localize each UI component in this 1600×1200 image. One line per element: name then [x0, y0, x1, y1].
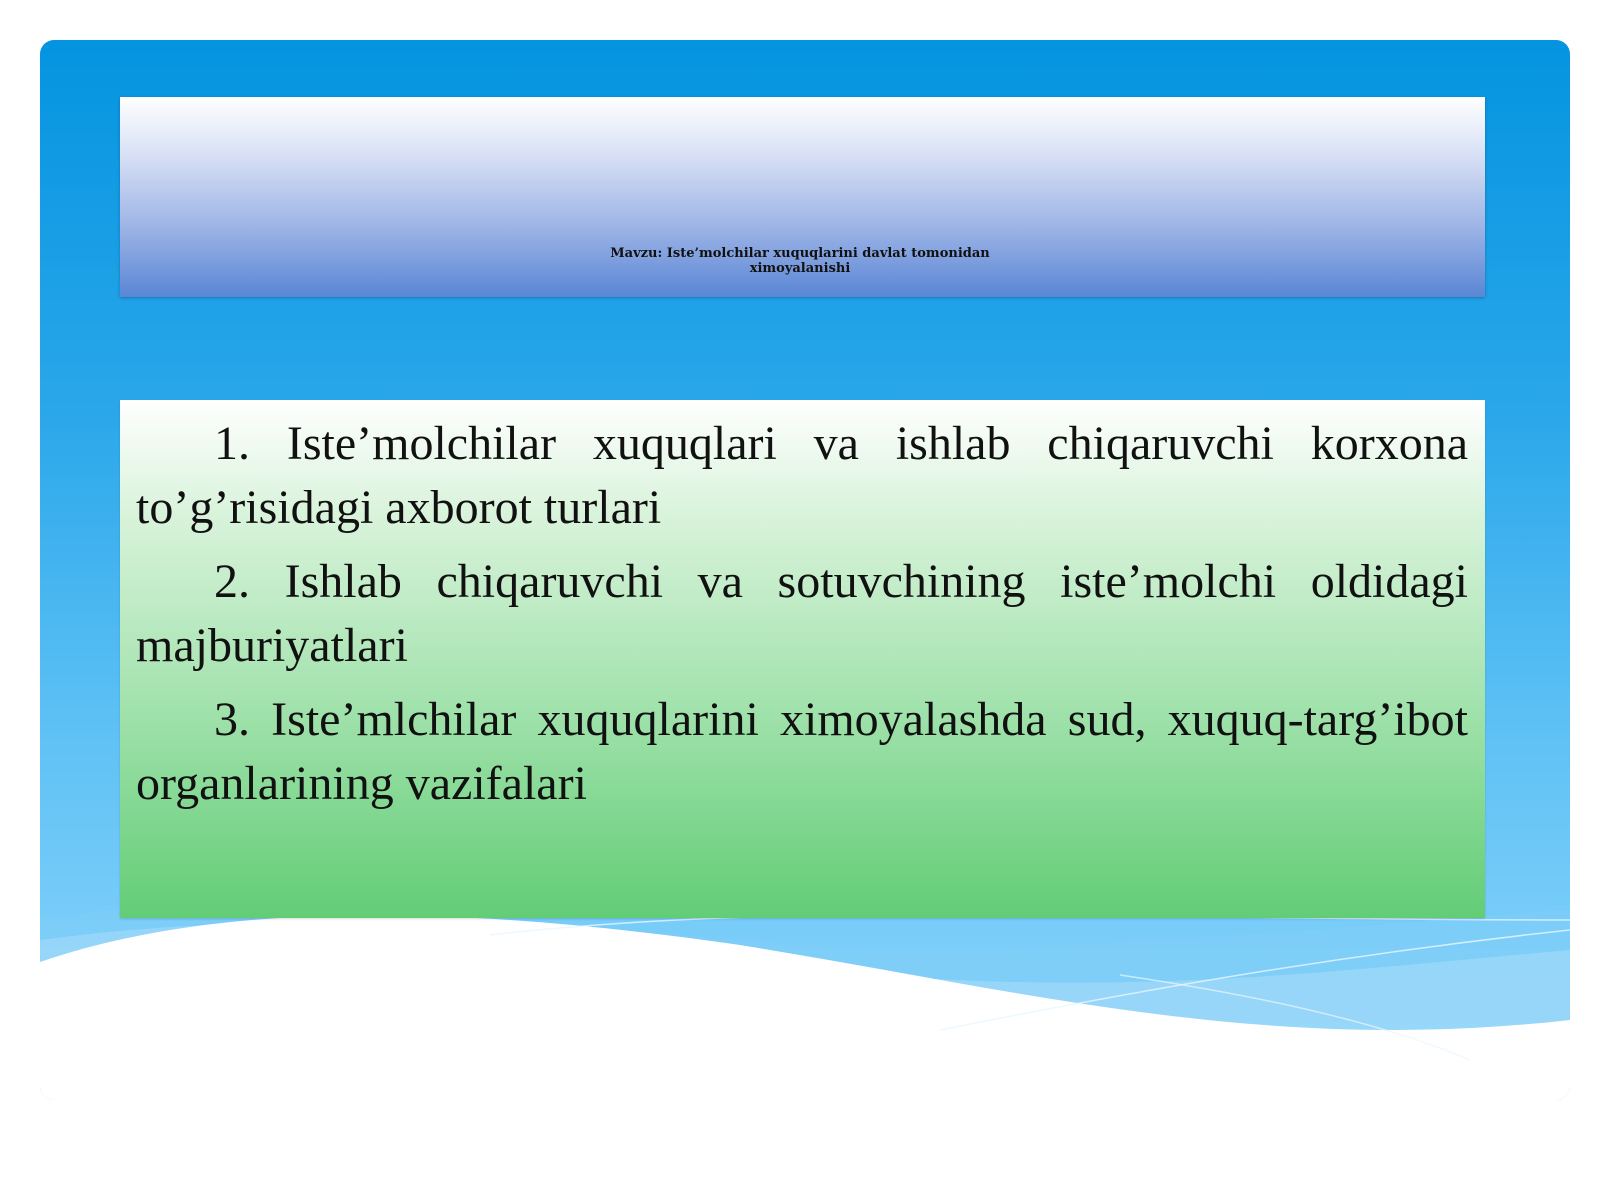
content-item-1: 1. Iste’molchilar xuquqlari va ishlab chiqaruvchi korxona to’g’risidagi axborot turlari — [136, 417, 1468, 534]
slide-title-line-2: ximoyalanishi — [749, 261, 851, 276]
slide-title-line-1: Mavzu: Iste’molchilar xuquqlarini davlat tomonidan — [610, 246, 990, 261]
content-item-2: 2. Ishlab chiqaruvchi va sotuvchining iste’molchi oldidagi majburiyatlari — [136, 555, 1468, 672]
content-item-3: 3. Iste’mlchilar xuquqlarini ximoyalashda sud, xuquq-targ’ibot organlarining vazifalari — [136, 693, 1468, 810]
slide-title — [0, 246, 1600, 276]
content-list — [136, 412, 1468, 826]
